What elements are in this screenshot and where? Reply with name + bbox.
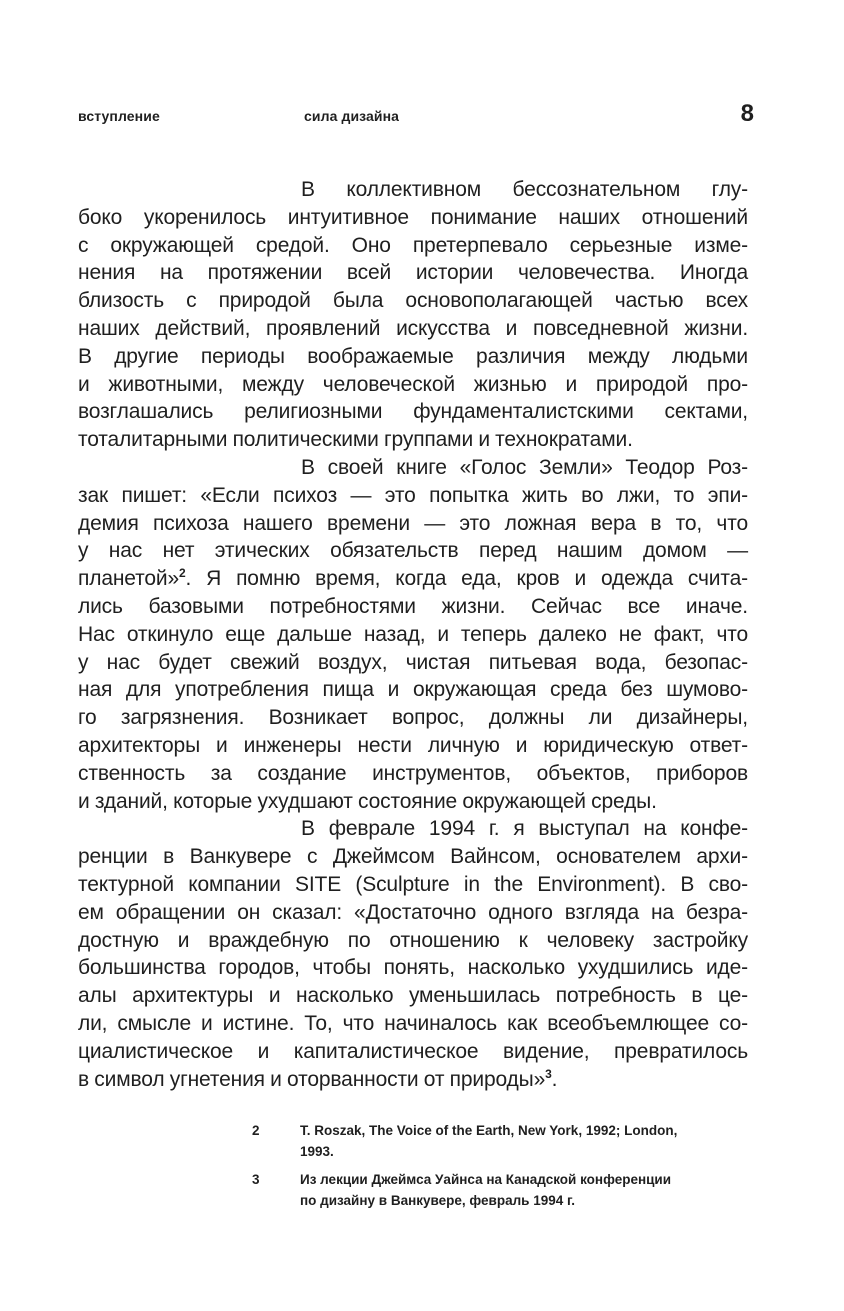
- chapter-title: сила дизайна: [304, 108, 400, 124]
- footnote-text: [300, 1169, 752, 1211]
- text-line: ренции в Ванкувере с Джеймсом Вайнсом, основателем архи-: [78, 845, 748, 869]
- text-line: ем обращении он сказал: «Достаточно одного взгляда на безра-: [78, 900, 748, 924]
- text-fragment: .: [551, 1067, 558, 1091]
- text-line: нения на протяжении всей истории человечества. Иногда: [78, 261, 748, 285]
- text-line: близость с природой была основополагающей частью всех: [78, 289, 748, 313]
- paragraph: [78, 454, 748, 815]
- footnote-line: по дизайну в Ванкувере, февраль 1994 г.: [300, 1193, 576, 1208]
- text-line: В феврале 1994 г. я выступал на конфе-: [301, 817, 748, 841]
- text-fragment: Я помню время, когда еда, кров и одежда счита-: [206, 567, 748, 591]
- text-line: большинства городов, чтобы понять, насколько ухудшились иде-: [78, 956, 748, 980]
- text-line-with-footnote: [78, 1066, 748, 1094]
- text-line: достную и враждебную по отношению к человеку застройку: [78, 928, 748, 952]
- text-line: наших действий, проявлений искусства и повседневной жизни.: [78, 316, 748, 340]
- text-line: и зданий, которые ухудшают состояние окружающей среды.: [78, 789, 657, 813]
- footnote: [252, 1120, 752, 1162]
- text-line: ли, смысле и истине. То, что начиналось как всеобъемлющее со-: [78, 1011, 748, 1035]
- footnotes: [252, 1120, 752, 1218]
- text-line: у нас нет этических обязательств перед нашим домом —: [78, 539, 748, 563]
- text-line: и животными, между человеческой жизнью и природой про-: [78, 372, 748, 396]
- page-number: 8: [740, 100, 754, 127]
- section-title: вступление: [78, 108, 160, 124]
- text-line: возглашались религиозными фундаменталистскими сектами,: [78, 400, 748, 424]
- text-line: ственность за создание инструментов, объектов, приборов: [78, 761, 748, 785]
- text-line: зак пишет: «Если психоз — это попытка жить во лжи, то эпи-: [78, 483, 748, 507]
- text-line: у нас будет свежий воздух, чистая питьевая вода, безопас-: [78, 650, 748, 674]
- footnote-text: [300, 1120, 752, 1162]
- text-fragment: планетой»: [78, 567, 180, 591]
- footnote-number: 3: [252, 1172, 260, 1187]
- text-line: лись базовыми потребностями жизни. Сейчас все иначе.: [78, 594, 748, 618]
- paragraph: [78, 176, 748, 454]
- footnote-number: 2: [252, 1123, 260, 1138]
- footnote-ref: 3: [545, 1066, 552, 1081]
- text-line: Нас откинуло еще дальше назад, и теперь далеко не факт, что: [78, 622, 748, 646]
- body-text: [78, 176, 748, 1093]
- footnote-line: Из лекции Джеймса Уайнса на Канадской конференции: [300, 1172, 672, 1187]
- footnote-ref: 2: [179, 566, 186, 581]
- text-line: ная для употребления пища и окружающая среда без шумово-: [78, 678, 748, 702]
- text-line: тоталитарными политическими группами и технократами.: [78, 428, 633, 452]
- footnote-line: T. Roszak, The Voice of the Earth, New York, 1992; London,: [300, 1123, 678, 1138]
- footnote-line: 1993.: [300, 1144, 334, 1159]
- paragraph: [78, 815, 748, 1093]
- footnote: [252, 1169, 752, 1211]
- text-line: алы архитектуры и насколько уменьшилась потребность в це-: [78, 984, 748, 1008]
- text-line: архитекторы и инженеры нести личную и юридическую ответ-: [78, 733, 748, 757]
- text-line: го загрязнения. Возникает вопрос, должны ли дизайнеры,: [78, 706, 748, 730]
- text-line-with-footnote: планетой»$^2$. Я помню время, когда еда, кров и одежда счита-: [78, 566, 748, 591]
- text-fragment: в символ угнетения и оторванности от природы»: [78, 1067, 546, 1091]
- text-line: циалистическое и капиталистическое видение, превратилось: [78, 1039, 748, 1063]
- text-line: В своей книге «Голос Земли» Теодор Роз-: [301, 455, 748, 479]
- text-line: боко укоренилось интуитивное понимание наших отношений: [78, 205, 748, 229]
- text-line: В другие периоды воображаемые различия между людьми: [78, 344, 748, 368]
- running-header: [78, 100, 768, 134]
- text-line: В коллективном бессознательном глу-: [301, 178, 748, 201]
- text-line: демия психоза нашего времени — это ложная вера в то, что: [78, 511, 748, 535]
- text-line: тектурной компании SITE (Sculpture in the Environment). В сво-: [78, 872, 748, 896]
- text-line: с окружающей средой. Оно претерпевало серьезные изме-: [78, 233, 748, 257]
